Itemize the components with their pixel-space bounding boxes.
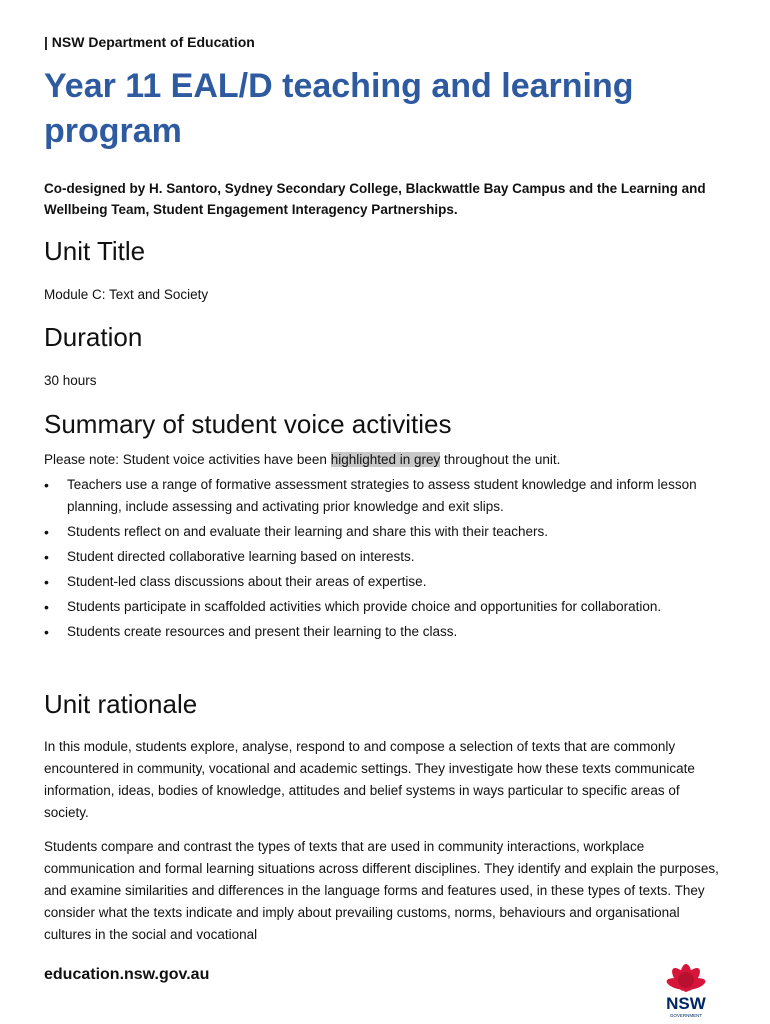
page-title: Year 11 EAL/D teaching and learning program bbox=[44, 67, 634, 150]
footer-website: education.nsw.gov.au bbox=[44, 966, 210, 983]
student-voice-list bbox=[44, 474, 726, 646]
department-header: | NSW Department of Education bbox=[44, 34, 255, 50]
waratah-icon bbox=[665, 964, 706, 994]
unit-title-heading: Unit Title bbox=[44, 236, 146, 266]
codesigned-statement: Co-designed by H. Santoro, Sydney Secondary College, Blackwattle Bay Campus and the Learning and Wellbeing Team, Student Engagement Interagency Partnerships. bbox=[44, 181, 706, 217]
summary-note-after: throughout the unit. bbox=[440, 452, 561, 467]
list-item: • Students reflect on and evaluate their learning and share this with their teachers. bbox=[44, 521, 726, 543]
summary-note-before: Please note: Student voice activities have been bbox=[44, 452, 331, 467]
duration-text: 30 hours bbox=[44, 373, 97, 388]
list-item: • Teachers use a range of formative assessment strategies to assess student knowledge and inform lesson planning, include assessing and activating prior knowledge and exit slips. bbox=[44, 474, 726, 518]
list-item: • Student-led class discussions about their areas of expertise. bbox=[44, 571, 726, 593]
list-item: • Student directed collaborative learning based on interests. bbox=[44, 546, 726, 568]
nsw-government-logo bbox=[656, 958, 716, 1020]
rationale-paragraph: Students compare and contrast the types of texts that are used in community interactions, workplace communication and formal learning situations across different disciplines. They identify and explain the purposes, and examine similarities and differences in the language forms and features used, in these types of texts. They consider what the texts indicate and imply about prevailing customs, norms, behaviours and organisational cultures in the social and vocational bbox=[44, 839, 719, 942]
unit-title-text: Module C: Text and Society bbox=[44, 287, 209, 302]
list-item: • Students create resources and present their learning to the class. bbox=[44, 621, 726, 643]
summary-note bbox=[44, 449, 726, 471]
summary-heading: Summary of student voice activities bbox=[44, 409, 452, 439]
logo-text: NSW bbox=[666, 994, 706, 1013]
logo-subtext: GOVERNMENT bbox=[669, 1013, 703, 1018]
rationale-heading: Unit rationale bbox=[44, 689, 198, 719]
rationale-paragraph: In this module, students explore, analyse, respond to and compose a selection of texts that are commonly encountered in community, vocational and academic settings. They investigate how these texts communicate information, ideas, bodies of knowledge, attitudes and belief systems in ways particular to specific areas of society. bbox=[44, 739, 695, 820]
highlight-grey-sample: highlighted in grey bbox=[330, 452, 441, 467]
duration-heading: Duration bbox=[44, 322, 143, 352]
list-item: • Students participate in scaffolded activities which provide choice and opportunities for collaboration. bbox=[44, 596, 726, 618]
